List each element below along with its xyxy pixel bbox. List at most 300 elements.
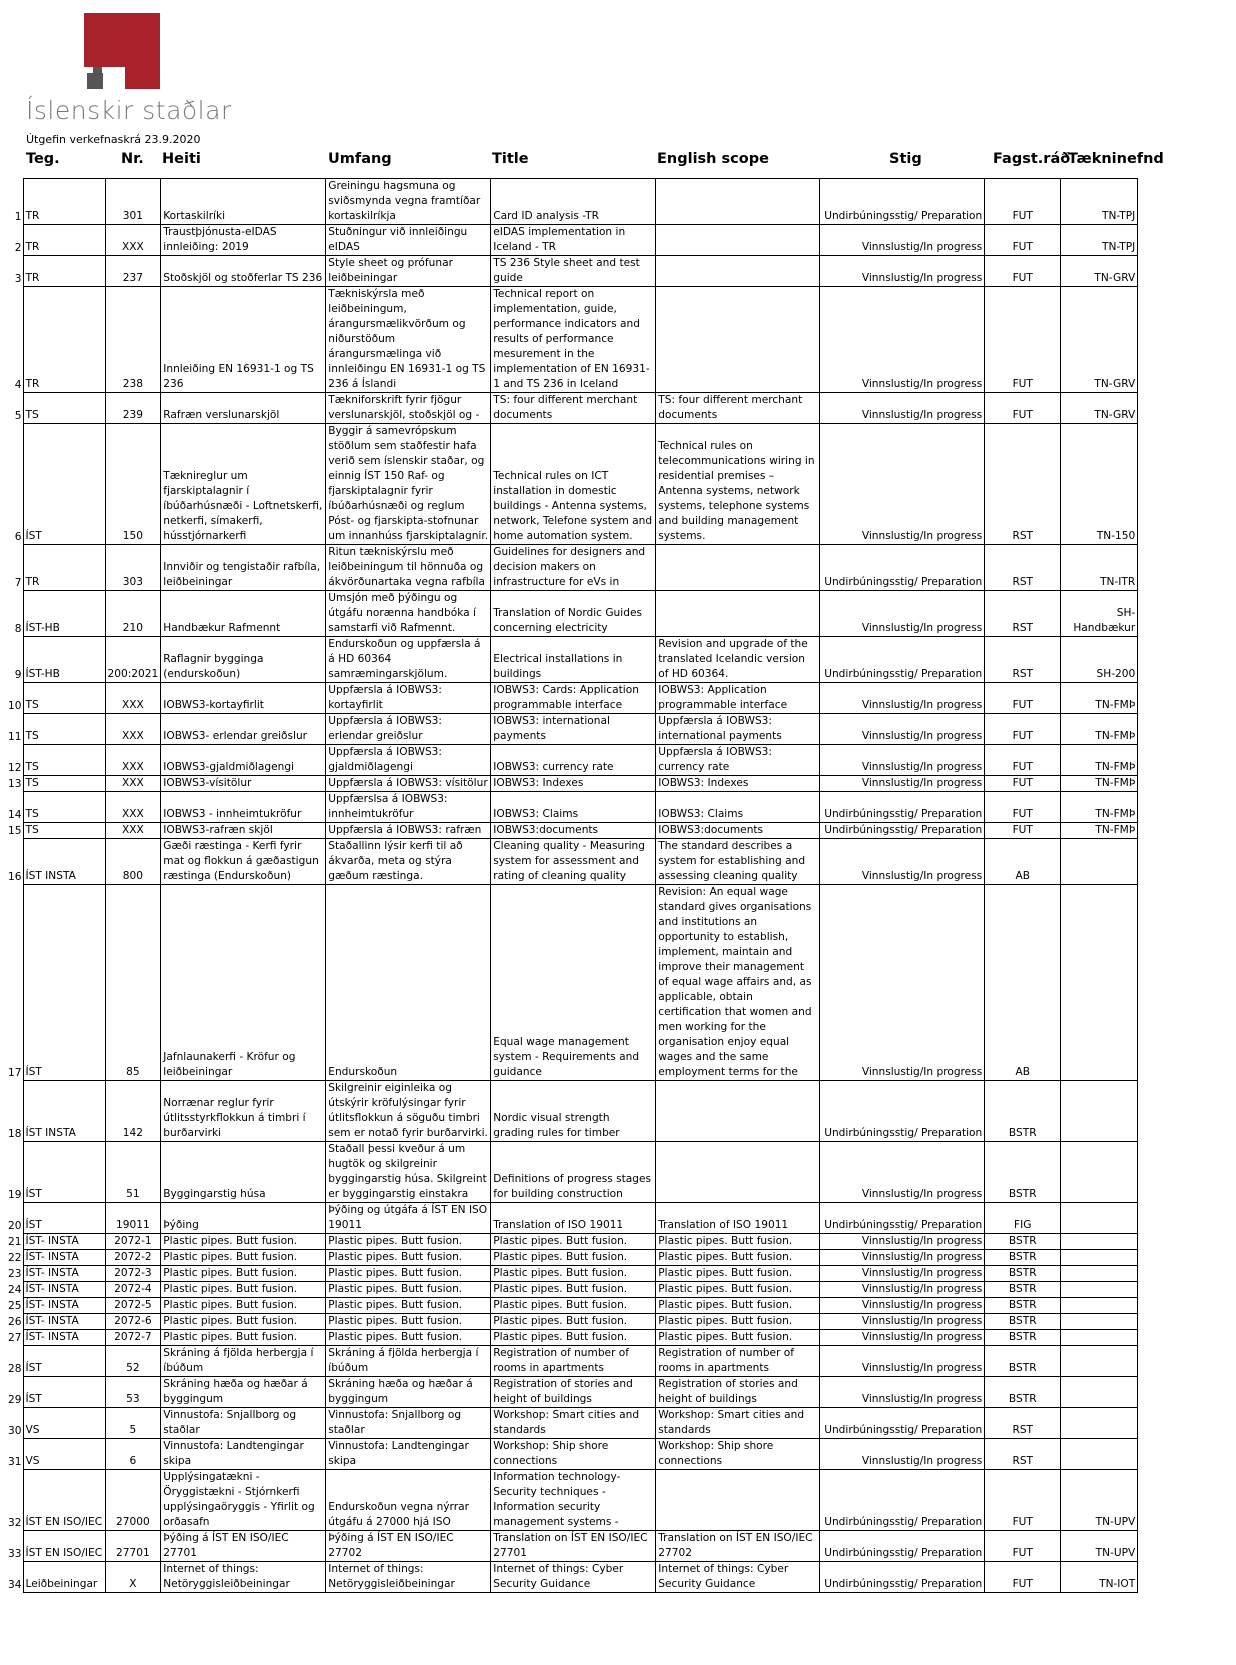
cell-umfang: Þýðing á ÍST EN ISO/IEC 27702 bbox=[326, 1531, 491, 1562]
cell-taekninefnd: SH-200 bbox=[1061, 637, 1138, 683]
cell-umfang: Staðallinn lýsir kerfi til að ákvarða, meta og stýra gæðum ræstinga. bbox=[326, 839, 491, 885]
cell-taekninefnd bbox=[1061, 885, 1138, 1081]
cell-english-scope: Translation of ISO 19011 bbox=[656, 1203, 820, 1234]
cell-fagstrad: FUT bbox=[985, 1562, 1061, 1593]
cell-nr: 2072-7 bbox=[105, 1330, 161, 1346]
cell-stig: Undirbúningsstig/ Preparation bbox=[820, 179, 985, 225]
cell-teg: ÍST- INSTA bbox=[23, 1314, 105, 1330]
cell-taekninefnd: TN-150 bbox=[1061, 424, 1138, 545]
cell-stig: Vinnslustig/In progress bbox=[820, 683, 985, 714]
cell-english-scope bbox=[656, 287, 820, 393]
cell-heiti: Rafræn verslunarskjöl bbox=[161, 393, 326, 424]
cell-english-scope: Plastic pipes. Butt fusion. bbox=[656, 1314, 820, 1330]
cell-nr: 52 bbox=[105, 1346, 161, 1377]
cell-nr: 800 bbox=[105, 839, 161, 885]
row-number: 19 bbox=[0, 1142, 23, 1203]
cell-umfang: Vinnustofa: Landtengingar skipa bbox=[326, 1439, 491, 1470]
cell-fagstrad: FUT bbox=[985, 393, 1061, 424]
cell-title: Cleaning quality - Measuring system for assessment and rating of cleaning quality bbox=[491, 839, 656, 885]
cell-english-scope: Plastic pipes. Butt fusion. bbox=[656, 1282, 820, 1298]
row-number: 26 bbox=[0, 1314, 23, 1330]
cell-title: IOBWS3: currency rate bbox=[491, 745, 656, 776]
cell-nr: XXX bbox=[105, 792, 161, 823]
table-row bbox=[0, 1330, 1138, 1346]
cell-teg: ÍST bbox=[23, 1203, 105, 1234]
cell-nr: 27701 bbox=[105, 1531, 161, 1562]
header-heiti: Heiti bbox=[162, 151, 201, 167]
cell-taekninefnd: TN-GRV bbox=[1061, 287, 1138, 393]
cell-english-scope: IOBWS3:documents bbox=[656, 823, 820, 839]
cell-heiti: Plastic pipes. Butt fusion. bbox=[161, 1266, 326, 1282]
cell-nr: 301 bbox=[105, 179, 161, 225]
row-number: 32 bbox=[0, 1470, 23, 1531]
cell-title: IOBWS3: Cards: Application programmable interface bbox=[491, 683, 656, 714]
table-row bbox=[0, 179, 1138, 225]
cell-title: Internet of things: Cyber Security Guidance bbox=[491, 1562, 656, 1593]
document-subtitle: Útgefin verkefnaskrá 23.9.2020 bbox=[26, 133, 201, 146]
cell-english-scope: Registration of number of rooms in apartments bbox=[656, 1346, 820, 1377]
cell-heiti: IOBWS3- erlendar greiðslur bbox=[161, 714, 326, 745]
cell-teg: TS bbox=[23, 393, 105, 424]
cell-heiti: Vinnustofa: Landtengingar skipa bbox=[161, 1439, 326, 1470]
cell-nr: 27000 bbox=[105, 1470, 161, 1531]
logo-red-bar bbox=[125, 13, 160, 89]
cell-umfang: Umsjón með þýðingu og útgáfu norænna handbóka í samstarfi við Rafmennt. bbox=[326, 591, 491, 637]
cell-stig: Vinnslustig/In progress bbox=[820, 1250, 985, 1266]
cell-title: IOBWS3: Claims bbox=[491, 792, 656, 823]
cell-stig: Undirbúningsstig/ Preparation bbox=[820, 1081, 985, 1142]
cell-english-scope: Plastic pipes. Butt fusion. bbox=[656, 1330, 820, 1346]
cell-teg: TR bbox=[23, 179, 105, 225]
header-nr: Nr. bbox=[121, 151, 144, 167]
cell-heiti: Kortaskilríki bbox=[161, 179, 326, 225]
table-row bbox=[0, 1562, 1138, 1593]
cell-teg: ÍST bbox=[23, 1377, 105, 1408]
table-row bbox=[0, 1142, 1138, 1203]
cell-teg: TR bbox=[23, 225, 105, 256]
cell-stig: Vinnslustig/In progress bbox=[820, 1266, 985, 1282]
cell-nr: 2072-2 bbox=[105, 1250, 161, 1266]
header-fagstrad: Fagst.ráð bbox=[993, 151, 1071, 167]
cell-title: Translation of Nordic Guides concerning electricity bbox=[491, 591, 656, 637]
row-number: 7 bbox=[0, 545, 23, 591]
cell-english-scope bbox=[656, 256, 820, 287]
header-stig: Stig bbox=[889, 151, 922, 167]
table-row bbox=[0, 1377, 1138, 1408]
row-number: 17 bbox=[0, 885, 23, 1081]
cell-fagstrad: FUT bbox=[985, 714, 1061, 745]
cell-umfang: Staðall þessi kveður á um hugtök og skilgreinir byggingarstig húsa. Skilgreint er byggingarstig einstakra bbox=[326, 1142, 491, 1203]
cell-title: Plastic pipes. Butt fusion. bbox=[491, 1282, 656, 1298]
cell-umfang: Skráning hæða og hæðar á byggingum bbox=[326, 1377, 491, 1408]
cell-stig: Vinnslustig/In progress bbox=[820, 1377, 985, 1408]
cell-heiti: Gæði ræstinga - Kerfi fyrir mat og flokkun á gæðastigun ræstinga (Endurskoðun) bbox=[161, 839, 326, 885]
row-number: 18 bbox=[0, 1081, 23, 1142]
table-row bbox=[0, 745, 1138, 776]
cell-umfang: Skráning á fjölda herbergja í íbúðum bbox=[326, 1346, 491, 1377]
cell-english-scope bbox=[656, 545, 820, 591]
cell-taekninefnd: TN-TPJ bbox=[1061, 179, 1138, 225]
row-number: 15 bbox=[0, 823, 23, 839]
cell-fagstrad: FUT bbox=[985, 792, 1061, 823]
cell-heiti: Skráning á fjölda herbergja í íbúðum bbox=[161, 1346, 326, 1377]
cell-taekninefnd: SH-Handbækur bbox=[1061, 591, 1138, 637]
cell-heiti: Plastic pipes. Butt fusion. bbox=[161, 1250, 326, 1266]
cell-stig: Vinnslustig/In progress bbox=[820, 1439, 985, 1470]
cell-title: Nordic visual strength grading rules for timber bbox=[491, 1081, 656, 1142]
cell-teg: ÍST bbox=[23, 1142, 105, 1203]
cell-teg: ÍST- INSTA bbox=[23, 1266, 105, 1282]
cell-teg: ÍST bbox=[23, 885, 105, 1081]
cell-fagstrad: FUT bbox=[985, 823, 1061, 839]
cell-taekninefnd bbox=[1061, 1250, 1138, 1266]
cell-nr: XXX bbox=[105, 683, 161, 714]
cell-fagstrad: RST bbox=[985, 545, 1061, 591]
table-row bbox=[0, 792, 1138, 823]
table-row bbox=[0, 637, 1138, 683]
cell-fagstrad: BSTR bbox=[985, 1314, 1061, 1330]
table-row bbox=[0, 591, 1138, 637]
row-number: 30 bbox=[0, 1408, 23, 1439]
cell-umfang: Vinnustofa: Snjallborg og staðlar bbox=[326, 1408, 491, 1439]
cell-teg: ÍST EN ISO/IEC bbox=[23, 1531, 105, 1562]
cell-taekninefnd: TN-UPV bbox=[1061, 1470, 1138, 1531]
row-number: 23 bbox=[0, 1266, 23, 1282]
cell-fagstrad: FUT bbox=[985, 1470, 1061, 1531]
logo-gray-square bbox=[87, 73, 103, 89]
cell-stig: Vinnslustig/In progress bbox=[820, 287, 985, 393]
cell-teg: Leiðbeiningar bbox=[23, 1562, 105, 1593]
row-number: 1 bbox=[0, 179, 23, 225]
header-teg: Teg. bbox=[26, 151, 60, 167]
cell-stig: Vinnslustig/In progress bbox=[820, 591, 985, 637]
cell-stig: Undirbúningsstig/ Preparation bbox=[820, 792, 985, 823]
table-row bbox=[0, 1298, 1138, 1314]
table-row bbox=[0, 1470, 1138, 1531]
cell-taekninefnd bbox=[1061, 1203, 1138, 1234]
cell-title: Technical report on implementation, guide, performance indicators and results of performance mesurement in the implementation of EN 16931-1 and TS 236 in Iceland bbox=[491, 287, 656, 393]
row-number: 29 bbox=[0, 1377, 23, 1408]
cell-stig: Vinnslustig/In progress bbox=[820, 1234, 985, 1250]
cell-nr: 303 bbox=[105, 545, 161, 591]
cell-nr: XXX bbox=[105, 225, 161, 256]
cell-fagstrad: BSTR bbox=[985, 1250, 1061, 1266]
cell-title: Equal wage management system - Requirements and guidance bbox=[491, 885, 656, 1081]
cell-nr: 2072-4 bbox=[105, 1282, 161, 1298]
cell-heiti: Plastic pipes. Butt fusion. bbox=[161, 1330, 326, 1346]
cell-english-scope: TS: four different merchant documents bbox=[656, 393, 820, 424]
row-number: 5 bbox=[0, 393, 23, 424]
cell-english-scope: Uppfærsla á IOBWS3: international payments bbox=[656, 714, 820, 745]
cell-teg: ÍST-HB bbox=[23, 637, 105, 683]
cell-nr: XXX bbox=[105, 776, 161, 792]
cell-umfang: Plastic pipes. Butt fusion. bbox=[326, 1298, 491, 1314]
cell-stig: Vinnslustig/In progress bbox=[820, 839, 985, 885]
cell-taekninefnd: TN-TPJ bbox=[1061, 225, 1138, 256]
cell-heiti: Plastic pipes. Butt fusion. bbox=[161, 1314, 326, 1330]
cell-umfang: Þýðing og útgáfa á ÍST EN ISO 19011 bbox=[326, 1203, 491, 1234]
cell-taekninefnd bbox=[1061, 1081, 1138, 1142]
cell-nr: XXX bbox=[105, 823, 161, 839]
cell-fagstrad: BSTR bbox=[985, 1081, 1061, 1142]
cell-nr: 2072-3 bbox=[105, 1266, 161, 1282]
cell-fagstrad: FUT bbox=[985, 683, 1061, 714]
cell-umfang: Uppfærsla á IOBWS3: vísitölur bbox=[326, 776, 491, 792]
cell-umfang: Endurskoðun vegna nýrrar útgáfu á 27000 hjá ISO bbox=[326, 1470, 491, 1531]
cell-heiti: Vinnustofa: Snjallborg og staðlar bbox=[161, 1408, 326, 1439]
cell-title: Plastic pipes. Butt fusion. bbox=[491, 1266, 656, 1282]
cell-english-scope: Technical rules on telecommunications wiring in residential premises – Antenna systems, network systems, telephone systems and building management systems. bbox=[656, 424, 820, 545]
cell-fagstrad: FUT bbox=[985, 179, 1061, 225]
cell-title: IOBWS3:documents bbox=[491, 823, 656, 839]
cell-taekninefnd: TN-FMÞ bbox=[1061, 792, 1138, 823]
cell-heiti: Byggingarstig húsa bbox=[161, 1142, 326, 1203]
cell-teg: ÍST- INSTA bbox=[23, 1330, 105, 1346]
row-number: 9 bbox=[0, 637, 23, 683]
cell-title: Electrical installations in buildings bbox=[491, 637, 656, 683]
cell-umfang: Uppfærslsa á IOBWS3: innheimtukröfur bbox=[326, 792, 491, 823]
cell-stig: Vinnslustig/In progress bbox=[820, 1330, 985, 1346]
cell-taekninefnd bbox=[1061, 1408, 1138, 1439]
table-row bbox=[0, 256, 1138, 287]
cell-title: Information technology- Security techniques - Information security management systems - bbox=[491, 1470, 656, 1531]
cell-taekninefnd bbox=[1061, 1330, 1138, 1346]
cell-heiti: IOBWS3-kortayfirlit bbox=[161, 683, 326, 714]
cell-nr: 19011 bbox=[105, 1203, 161, 1234]
cell-fagstrad: RST bbox=[985, 1408, 1061, 1439]
cell-english-scope bbox=[656, 1142, 820, 1203]
cell-title: Card ID analysis -TR bbox=[491, 179, 656, 225]
cell-english-scope: Revision and upgrade of the translated Icelandic version of HD 60364. bbox=[656, 637, 820, 683]
cell-teg: ÍST- INSTA bbox=[23, 1250, 105, 1266]
cell-heiti: Traustþjónusta-eIDAS innleiðing: 2019 bbox=[161, 225, 326, 256]
cell-title: Registration of number of rooms in apartments bbox=[491, 1346, 656, 1377]
cell-fagstrad: BSTR bbox=[985, 1298, 1061, 1314]
cell-stig: Vinnslustig/In progress bbox=[820, 885, 985, 1081]
cell-heiti: Raflagnir bygginga (endurskoðun) bbox=[161, 637, 326, 683]
cell-nr: 239 bbox=[105, 393, 161, 424]
cell-english-scope: Internet of things: Cyber Security Guidance bbox=[656, 1562, 820, 1593]
cell-fagstrad: BSTR bbox=[985, 1377, 1061, 1408]
cell-teg: VS bbox=[23, 1439, 105, 1470]
cell-nr: 210 bbox=[105, 591, 161, 637]
cell-stig: Undirbúningsstig/ Preparation bbox=[820, 637, 985, 683]
cell-fagstrad: FUT bbox=[985, 256, 1061, 287]
cell-umfang: Plastic pipes. Butt fusion. bbox=[326, 1266, 491, 1282]
table-row bbox=[0, 393, 1138, 424]
row-number: 14 bbox=[0, 792, 23, 823]
cell-teg: ÍST-HB bbox=[23, 591, 105, 637]
cell-teg: ÍST- INSTA bbox=[23, 1234, 105, 1250]
cell-nr: XXX bbox=[105, 745, 161, 776]
cell-stig: Vinnslustig/In progress bbox=[820, 424, 985, 545]
table-row bbox=[0, 823, 1138, 839]
cell-title: IOBWS3: Indexes bbox=[491, 776, 656, 792]
cell-title: TS 236 Style sheet and test guide bbox=[491, 256, 656, 287]
table-row bbox=[0, 683, 1138, 714]
cell-umfang: Endurskoðun og uppfærsla á á HD 60364 samræmingarskjölum. bbox=[326, 637, 491, 683]
cell-fagstrad: RST bbox=[985, 591, 1061, 637]
row-number: 27 bbox=[0, 1330, 23, 1346]
cell-title: eIDAS implementation in Iceland - TR bbox=[491, 225, 656, 256]
table-row bbox=[0, 839, 1138, 885]
cell-heiti: Innviðir og tengistaðir rafbíla, leiðbeiningar bbox=[161, 545, 326, 591]
cell-taekninefnd bbox=[1061, 1266, 1138, 1282]
cell-title: Plastic pipes. Butt fusion. bbox=[491, 1314, 656, 1330]
cell-teg: TS bbox=[23, 745, 105, 776]
cell-fagstrad: FUT bbox=[985, 776, 1061, 792]
cell-fagstrad: BSTR bbox=[985, 1282, 1061, 1298]
cell-umfang: Tækniskýrsla með leiðbeiningum, árangursmælikvörðum og niðurstöðum árangursmælinga við innleiðingu EN 16931-1 og TS 236 á Íslandi bbox=[326, 287, 491, 393]
cell-fagstrad: RST bbox=[985, 424, 1061, 545]
cell-fagstrad: RST bbox=[985, 637, 1061, 683]
cell-stig: Vinnslustig/In progress bbox=[820, 1142, 985, 1203]
cell-fagstrad: BSTR bbox=[985, 1234, 1061, 1250]
cell-teg: ÍST INSTA bbox=[23, 1081, 105, 1142]
cell-title: Registration of stories and height of buildings bbox=[491, 1377, 656, 1408]
cell-umfang: Ritun tækniskýrslu með leiðbeiningum til hönnuða og ákvörðunartaka vegna rafbíla bbox=[326, 545, 491, 591]
row-number: 11 bbox=[0, 714, 23, 745]
cell-taekninefnd: TN-GRV bbox=[1061, 256, 1138, 287]
cell-teg: TS bbox=[23, 776, 105, 792]
cell-umfang: Plastic pipes. Butt fusion. bbox=[326, 1234, 491, 1250]
cell-teg: TR bbox=[23, 287, 105, 393]
table-row bbox=[0, 1408, 1138, 1439]
cell-stig: Vinnslustig/In progress bbox=[820, 776, 985, 792]
cell-taekninefnd: TN-UPV bbox=[1061, 1531, 1138, 1562]
cell-umfang: Skilgreinir eiginleika og útskýrir kröfulýsingar fyrir útlitsflokkun á söguðu timbri sem er notað fyrir burðarvirki. bbox=[326, 1081, 491, 1142]
cell-fagstrad: BSTR bbox=[985, 1142, 1061, 1203]
cell-nr: 2072-1 bbox=[105, 1234, 161, 1250]
cell-teg: TS bbox=[23, 683, 105, 714]
cell-nr: 238 bbox=[105, 287, 161, 393]
table-row bbox=[0, 1314, 1138, 1330]
cell-heiti: Jafnlaunakerfi - Kröfur og leiðbeiningar bbox=[161, 885, 326, 1081]
cell-nr: 5 bbox=[105, 1408, 161, 1439]
cell-teg: ÍST EN ISO/IEC bbox=[23, 1470, 105, 1531]
cell-fagstrad: FUT bbox=[985, 745, 1061, 776]
cell-teg: ÍST bbox=[23, 1346, 105, 1377]
cell-nr: 51 bbox=[105, 1142, 161, 1203]
cell-nr: 6 bbox=[105, 1439, 161, 1470]
cell-stig: Undirbúningsstig/ Preparation bbox=[820, 1531, 985, 1562]
cell-stig: Undirbúningsstig/ Preparation bbox=[820, 1562, 985, 1593]
table-row bbox=[0, 424, 1138, 545]
cell-taekninefnd: TN-FMÞ bbox=[1061, 823, 1138, 839]
cell-stig: Vinnslustig/In progress bbox=[820, 1282, 985, 1298]
cell-taekninefnd bbox=[1061, 1142, 1138, 1203]
table-row bbox=[0, 1250, 1138, 1266]
table-row bbox=[0, 1346, 1138, 1377]
row-number: 3 bbox=[0, 256, 23, 287]
cell-stig: Vinnslustig/In progress bbox=[820, 1298, 985, 1314]
table-row bbox=[0, 225, 1138, 256]
table-row bbox=[0, 1234, 1138, 1250]
cell-title: Technical rules on ICT installation in domestic buildings - Antenna systems, network, Telefone system and home automation system. bbox=[491, 424, 656, 545]
cell-fagstrad: BSTR bbox=[985, 1330, 1061, 1346]
cell-taekninefnd: TN-FMÞ bbox=[1061, 745, 1138, 776]
cell-english-scope: Registration of stories and height of buildings bbox=[656, 1377, 820, 1408]
header-taekninefnd: Tækninefnd bbox=[1068, 151, 1164, 167]
cell-teg: TS bbox=[23, 714, 105, 745]
cell-umfang: Greiningu hagsmuna og sviðsmynda vegna framtíðar kortaskilríkja bbox=[326, 179, 491, 225]
cell-heiti: IOBWS3 - innheimtukröfur bbox=[161, 792, 326, 823]
cell-heiti: Plastic pipes. Butt fusion. bbox=[161, 1234, 326, 1250]
logo-text: Íslenskir staðlar bbox=[26, 96, 232, 125]
cell-teg: TR bbox=[23, 256, 105, 287]
table-row bbox=[0, 1282, 1138, 1298]
cell-umfang: Byggir á samevrópskum stöðlum sem staðfestir hafa verið sem íslenskir staðar, og einnig ÍST 150 Raf- og fjarskiptalagnir fyrir íbúðarhúsnæði og reglum Póst- og fjarskipta-stofnunar um innanhúss fjarskiptalagnir. bbox=[326, 424, 491, 545]
row-number: 22 bbox=[0, 1250, 23, 1266]
cell-english-scope bbox=[656, 1470, 820, 1531]
table-row bbox=[0, 1266, 1138, 1282]
cell-english-scope: Workshop: Ship shore connections bbox=[656, 1439, 820, 1470]
cell-taekninefnd bbox=[1061, 839, 1138, 885]
cell-fagstrad: FUT bbox=[985, 225, 1061, 256]
cell-umfang: Internet of things: Netöryggisleiðbeiningar bbox=[326, 1562, 491, 1593]
cell-title: Workshop: Smart cities and standards bbox=[491, 1408, 656, 1439]
cell-taekninefnd: TN-FMÞ bbox=[1061, 776, 1138, 792]
cell-english-scope: IOBWS3: Indexes bbox=[656, 776, 820, 792]
cell-stig: Vinnslustig/In progress bbox=[820, 714, 985, 745]
row-number: 6 bbox=[0, 424, 23, 545]
cell-english-scope: Plastic pipes. Butt fusion. bbox=[656, 1298, 820, 1314]
cell-umfang: Tækniforskrift fyrir fjögur verslunarskjöl, stoðskjöl og - bbox=[326, 393, 491, 424]
cell-teg: ÍST INSTA bbox=[23, 839, 105, 885]
cell-umfang: Uppfærsla á IOBWS3: rafræn bbox=[326, 823, 491, 839]
cell-stig: Vinnslustig/In progress bbox=[820, 393, 985, 424]
cell-umfang: Endurskoðun bbox=[326, 885, 491, 1081]
cell-english-scope: Translation on ÍST EN ISO/IEC 27702 bbox=[656, 1531, 820, 1562]
row-number: 2 bbox=[0, 225, 23, 256]
row-number: 10 bbox=[0, 683, 23, 714]
cell-heiti: Þýðing bbox=[161, 1203, 326, 1234]
cell-heiti: Innleiðing EN 16931-1 og TS 236 bbox=[161, 287, 326, 393]
cell-nr: 2072-5 bbox=[105, 1298, 161, 1314]
cell-stig: Vinnslustig/In progress bbox=[820, 1314, 985, 1330]
cell-taekninefnd bbox=[1061, 1346, 1138, 1377]
cell-umfang: Style sheet og prófunar leiðbeiningar bbox=[326, 256, 491, 287]
cell-nr: 2072-6 bbox=[105, 1314, 161, 1330]
cell-umfang: Uppfærsla á IOBWS3: gjaldmiðlagengi bbox=[326, 745, 491, 776]
cell-teg: ÍST- INSTA bbox=[23, 1298, 105, 1314]
cell-stig: Undirbúningsstig/ Preparation bbox=[820, 1408, 985, 1439]
cell-taekninefnd bbox=[1061, 1314, 1138, 1330]
cell-heiti: IOBWS3-rafræn skjöl bbox=[161, 823, 326, 839]
table-row bbox=[0, 287, 1138, 393]
row-number: 21 bbox=[0, 1234, 23, 1250]
cell-nr: 85 bbox=[105, 885, 161, 1081]
cell-fagstrad: AB bbox=[985, 839, 1061, 885]
cell-heiti: Plastic pipes. Butt fusion. bbox=[161, 1298, 326, 1314]
cell-english-scope: IOBWS3: Claims bbox=[656, 792, 820, 823]
row-number: 13 bbox=[0, 776, 23, 792]
cell-taekninefnd bbox=[1061, 1234, 1138, 1250]
row-number: 4 bbox=[0, 287, 23, 393]
cell-heiti: Norrænar reglur fyrir útlitsstyrkflokkun á timbri í burðarvirki bbox=[161, 1081, 326, 1142]
cell-fagstrad: RST bbox=[985, 1439, 1061, 1470]
table-row bbox=[0, 885, 1138, 1081]
cell-title: Translation of ISO 19011 bbox=[491, 1203, 656, 1234]
cell-heiti: Stoðskjöl og stoðferlar TS 236 bbox=[161, 256, 326, 287]
table-row bbox=[0, 776, 1138, 792]
cell-umfang: Uppfærsla á IOBWS3: erlendar greiðslur bbox=[326, 714, 491, 745]
cell-taekninefnd: TN-GRV bbox=[1061, 393, 1138, 424]
cell-nr: 150 bbox=[105, 424, 161, 545]
cell-english-scope: Plastic pipes. Butt fusion. bbox=[656, 1250, 820, 1266]
cell-fagstrad: FIG bbox=[985, 1203, 1061, 1234]
cell-heiti: Skráning hæða og hæðar á byggingum bbox=[161, 1377, 326, 1408]
